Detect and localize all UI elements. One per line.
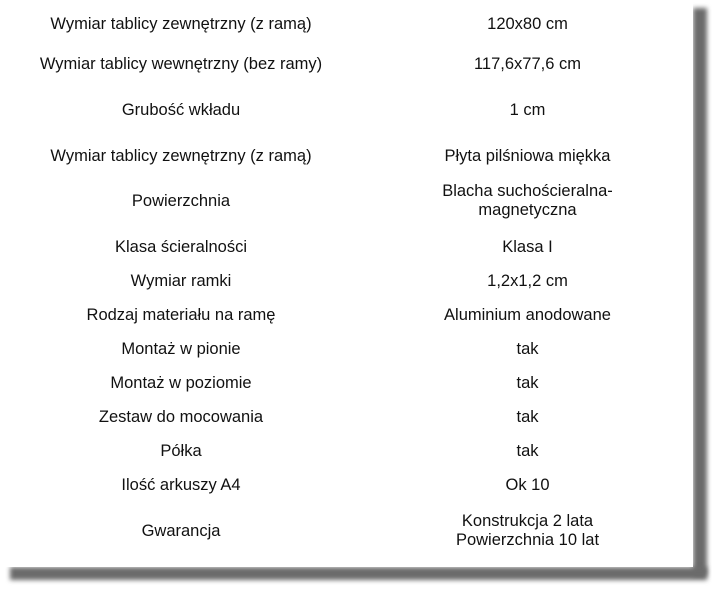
table-row bbox=[0, 232, 693, 262]
spec-value-line: Płyta pilśniowa miękka bbox=[444, 146, 611, 165]
table-row bbox=[0, 178, 693, 224]
table-row bbox=[0, 141, 693, 171]
spec-value-line: tak bbox=[516, 441, 539, 460]
spec-value-line: 1 cm bbox=[509, 100, 546, 119]
spec-label: Zestaw do mocowania bbox=[98, 407, 264, 426]
spec-value-line: 117,6x77,6 cm bbox=[473, 54, 581, 73]
spec-label: Gwarancja bbox=[141, 521, 221, 540]
spec-value bbox=[362, 436, 693, 466]
spec-value-line: Aluminium anodowane bbox=[444, 305, 611, 324]
spec-label: Wymiar tablicy wewnętrzny (bez ramy) bbox=[39, 54, 323, 73]
spec-value bbox=[362, 95, 693, 125]
table-row bbox=[0, 49, 693, 79]
spec-label: Montaż w pionie bbox=[121, 339, 241, 358]
table-row bbox=[0, 300, 693, 330]
spec-value bbox=[362, 334, 693, 364]
spec-label: Wymiar ramki bbox=[130, 271, 232, 290]
spec-label: Grubość wkładu bbox=[121, 100, 241, 119]
card-shadow-right bbox=[693, 8, 707, 576]
spec-value bbox=[362, 49, 693, 79]
table-row bbox=[0, 470, 693, 500]
spec-value-line: Blacha suchościeralna- bbox=[442, 182, 613, 200]
spec-value bbox=[362, 470, 693, 500]
spec-label: Wymiar tablicy zewnętrzny (z ramą) bbox=[50, 146, 312, 165]
spec-value bbox=[362, 300, 693, 330]
spec-value bbox=[362, 9, 693, 39]
spec-value-line: Konstrukcja 2 lata bbox=[461, 512, 594, 530]
spec-label: Ilość arkuszy A4 bbox=[121, 475, 241, 494]
spec-label: Półka bbox=[160, 441, 202, 460]
spec-value bbox=[362, 368, 693, 398]
table-row bbox=[0, 266, 693, 296]
spec-label: Klasa ścieralności bbox=[114, 237, 248, 256]
spec-value bbox=[362, 232, 693, 262]
spec-value-line: tak bbox=[516, 407, 539, 426]
spec-label: Wymiar tablicy zewnętrzny (z ramą) bbox=[50, 14, 312, 33]
spec-value-line: 120x80 cm bbox=[487, 14, 568, 33]
table-row bbox=[0, 368, 693, 398]
table-row bbox=[0, 508, 693, 554]
spec-value bbox=[362, 178, 693, 224]
table-row bbox=[0, 9, 693, 39]
spec-value-line: magnetyczna bbox=[478, 201, 577, 219]
spec-value-line: Klasa I bbox=[502, 237, 553, 256]
spec-label: Montaż w poziomie bbox=[110, 373, 252, 392]
spec-value-line: Powierzchnia 10 lat bbox=[455, 531, 600, 549]
table-row bbox=[0, 402, 693, 432]
spec-label: Powierzchnia bbox=[131, 191, 231, 210]
card-shadow-bottom bbox=[10, 567, 707, 580]
spec-value bbox=[362, 141, 693, 171]
spec-value bbox=[362, 266, 693, 296]
table-row bbox=[0, 95, 693, 125]
table-row bbox=[0, 334, 693, 364]
spec-value-line: Ok 10 bbox=[505, 475, 550, 494]
spec-value bbox=[362, 402, 693, 432]
spec-label: Rodzaj materiału na ramę bbox=[86, 305, 276, 324]
table-row bbox=[0, 436, 693, 466]
spec-value-line: 1,2x1,2 cm bbox=[487, 271, 568, 290]
spec-value-line: tak bbox=[516, 373, 539, 392]
spec-value-line: tak bbox=[516, 339, 539, 358]
spec-value bbox=[362, 508, 693, 554]
